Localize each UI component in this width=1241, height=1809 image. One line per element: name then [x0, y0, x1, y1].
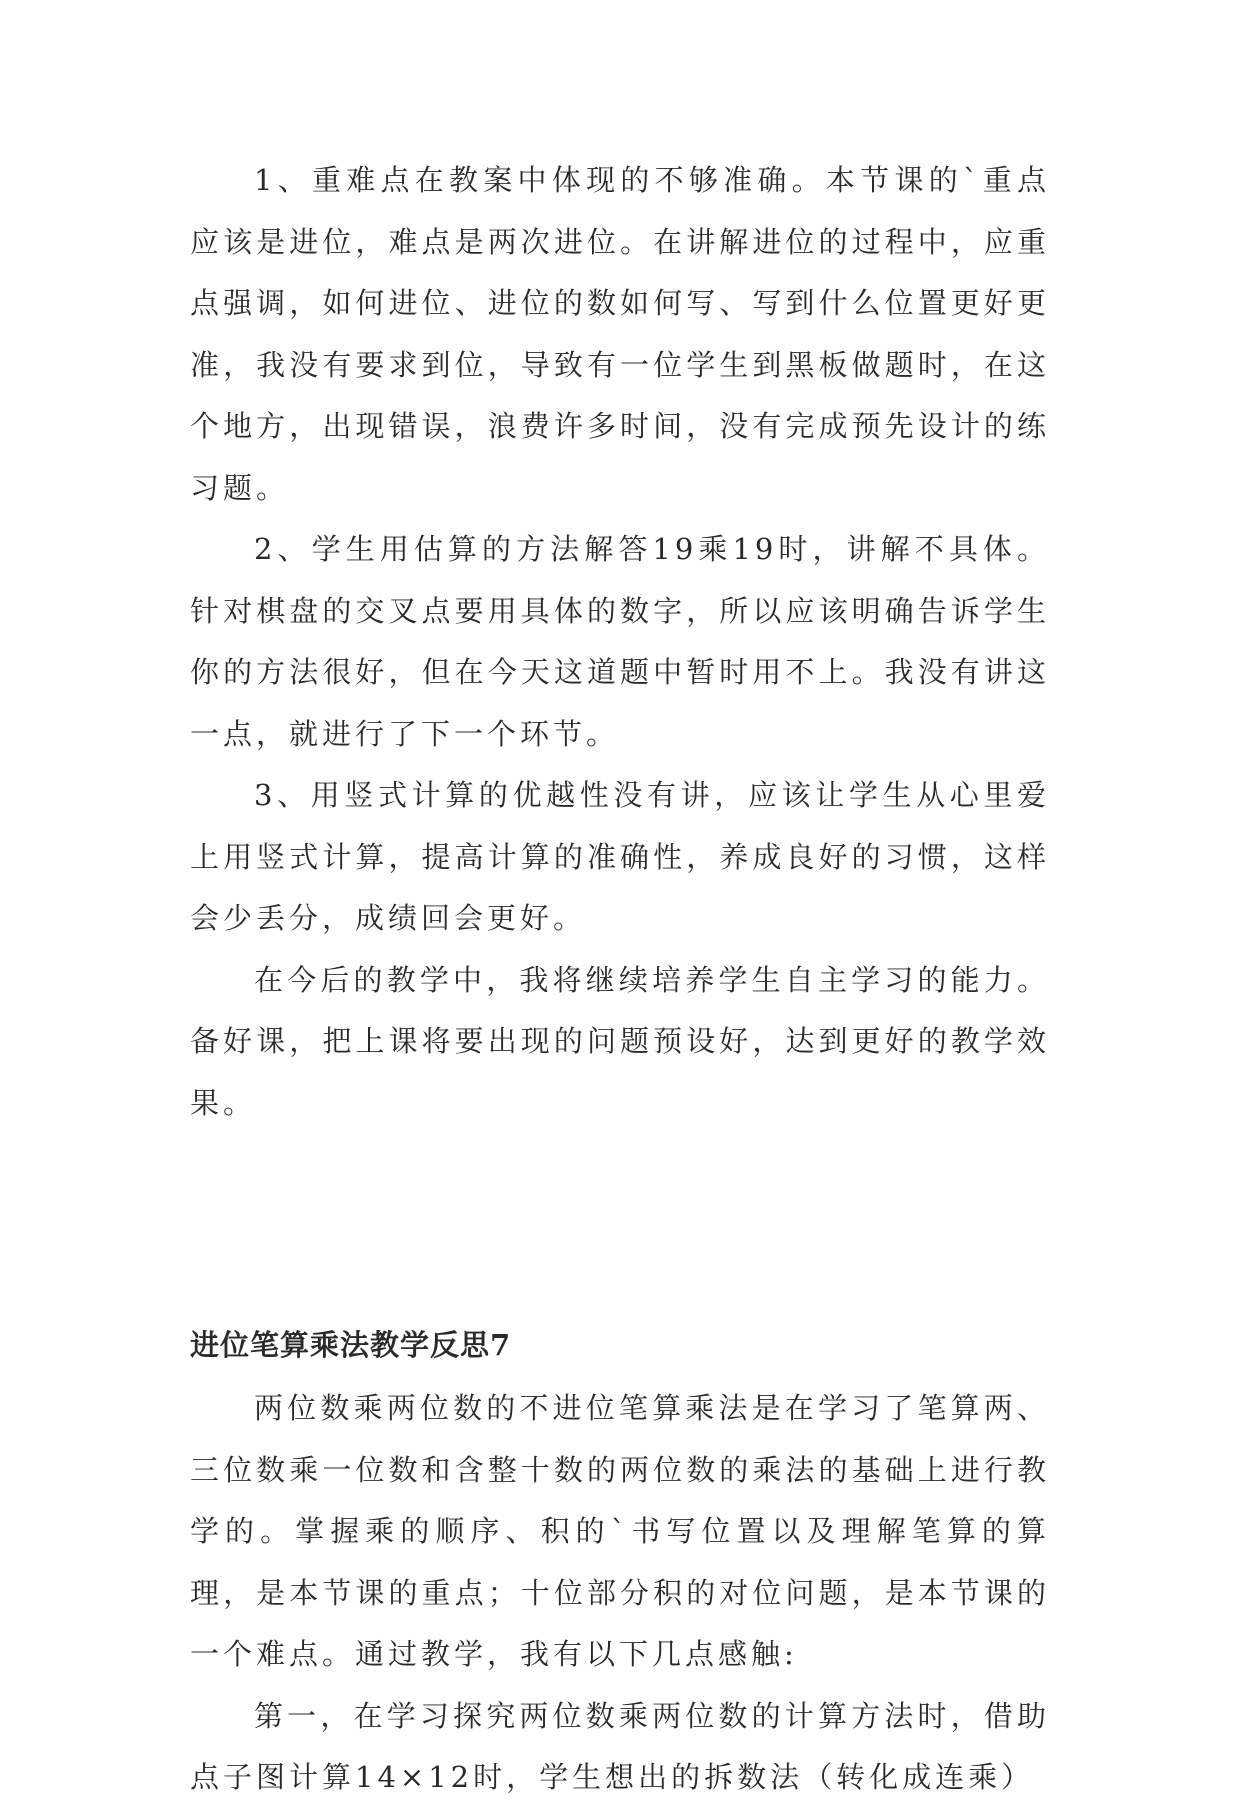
section-body	[190, 1378, 1050, 1809]
paragraph-point-1: 1、重难点在教案中体现的不够准确。本节课的`重点应该是进位，难点是两次进位。在讲解进位的过程中，应重点强调，如何进位、进位的数如何写、写到什么位置更好更准，我没有要求到位，导致有一位学生到黑板做题时，在这个地方，出现错误，浪费许多时间，没有完成预先设计的练习题。	[190, 163, 1050, 505]
paragraph-point-3: 3、用竖式计算的优越性没有讲，应该让学生从心里爱上用竖式计算，提高计算的准确性，养成良好的习惯，这样会少丢分，成绩回会更好。	[190, 778, 1050, 935]
paragraph-intro: 两位数乘两位数的不进位笔算乘法是在学习了笔算两、三位数乘一位数和含整十数的两位数的乘法的基础上进行教学的。掌握乘的顺序、积的`书写位置以及理解笔算的算理，是本节课的重点；十位部分积的对位问题，是本节课的一个难点。通过教学，我有以下几点感触:	[190, 1391, 1050, 1671]
document-body	[190, 150, 1050, 1794]
paragraph-point-2: 2、学生用估算的方法解答19乘19时，讲解不具体。针对棋盘的交叉点要用具体的数字，所以应该明确告诉学生你的方法很好，但在今天这道题中暂时用不上。我没有讲这一点，就进行了下一个环节。	[190, 532, 1050, 751]
section-title: 进位笔算乘法教学反思7	[190, 1328, 512, 1362]
paragraph-first-point: 第一，在学习探究两位数乘两位数的计算方法时，借助点子图计算14×12时，学生想出的拆数法（转化成连乘）	[190, 1698, 1050, 1794]
paragraph-conclusion: 在今后的教学中，我将继续培养学生自主学习的能力。备好课，把上课将要出现的问题预设好，达到更好的教学效果。	[190, 962, 1050, 1120]
